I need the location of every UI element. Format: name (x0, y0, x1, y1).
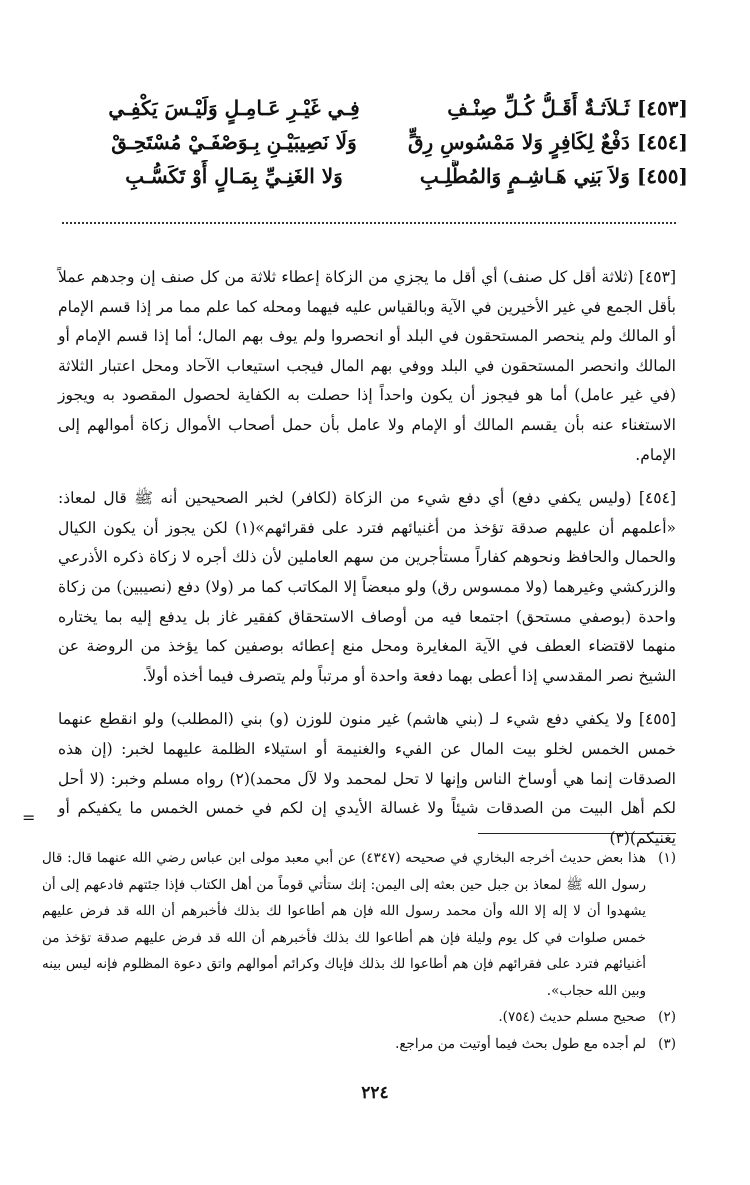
footnote-number: (٣) (658, 1035, 676, 1052)
footnote-text: صحيح مسلم حديث (٧٥٤). (498, 1009, 646, 1025)
continuation-mark: = (22, 808, 36, 827)
verse-second-hemistich: فِـي غَيْـرِ عَـامِـلٍ وَلَيْـسَ يَكْفِـي (108, 96, 360, 120)
verse-second-hemistich: وَلَا نَصِيبَيْـنِ بِـوَصْفَـيْ مُسْتَحِـقْ (111, 130, 357, 154)
footnote-number: (٢) (658, 1009, 676, 1025)
verse-row (88, 160, 688, 194)
verse-second-hemistich: وَلا الغَنِـيِّ بِمَـالٍ أَوْ تَكَسُّـبِ (125, 164, 343, 188)
verse-first-hemistich: [٤٥٣] ثَـلاَثـةٌ أَقَـلُّ كُـلِّ صِنْـفِ (447, 96, 688, 120)
footnote (42, 1004, 676, 1031)
footnote-separator (478, 833, 676, 834)
footnotes (42, 845, 676, 1057)
footnote (42, 1031, 676, 1058)
verse-first-hemistich: [٤٥٤] دَفْعٌ لِكَافِرٍ وَلا مَمْسُوسِ رِقٍّ (407, 130, 688, 154)
commentary-paragraph: [٤٥٣] (ثلاثة أقل كل صنف) أي أقل ما يجزي من الزكاة إعطاء ثلاثة من كل صنف إن وجدهم عملاً بأقل الجمع في غير الأخيرين في الآية وبالقياس عليه فيهما ومحله كما علم مما مر إذا قسم الإمام أو المالك ولم ينحصر المستحقون في البلد أو انحصروا ولم يوف بهم المال؛ أما إذا قسم الإمام أو المالك وانحصر المستحقون في البلد ووفي بهم المال فيجب استيعاب الآحاد ومحل اعتبار الثلاثة (في غير عامل) أما هو فيجوز أن يكون واحداً إذا حصلت به الكفاية لحصول المقصود به ويجوز الاستغناء عنه بأن يقسم المالك أو الإمام ولا عامل بأن حمل أصحاب الأموال زكاة أموالهم إلى الإمام. (58, 268, 676, 464)
verse-row (88, 126, 688, 160)
verse-row (88, 92, 688, 126)
commentary-paragraph: [٤٥٤] (وليس يكفي دفع) أي دفع شيء من الزكاة (لكافر) لخبر الصحيحين أنه ﷺ قال لمعاذ: «أعلمهم أن عليهم صدقة تؤخذ من أغنيائهم فترد على فقرائهم»(١) لكن يجوز أن يكون الكيال والحمال والحافظ ونحوهم كفاراً مستأجرين من سهم العاملين لأن ذلك أجره لا زكاة ذكره الأذرعي والزركشي وغيرهما (ولا ممسوس رق) ولو مبعضاً إلا المكاتب كما مر (ولا) دفع (نصيبين) من زكاة واحدة (بوصفي مستحق) اجتمعا فيه من أوصاف الاستحقاق كفقير غاز بل يدفع إليه بما يختاره منهما لاقتضاء العطف في الآية المغايرة ومحل منع إعطائه بوصفين كما يؤخذ من الروضة عن الشيخ نصر المقدسي إذا أعطى بهما دفعة واحدة أو مرتباً ولم يتصرف فيما أخذه أولاً. (58, 489, 676, 685)
verse-first-hemistich: [٤٥٥] وَلاَ بَنِي هَـاشِـمٍ وَالمُطَّلِـبِ (419, 164, 688, 188)
footnote-text: هذا بعض حديث أخرجه البخاري في صحيحه (٤٣٤٧) عن أبي معبد مولى ابن عباس رضي الله عنهما قال: قال رسول الله ﷺ لمعاذ بن جبل حين بعثه إلى اليمن: إنك ستأتي قوماً من أهل الكتاب فإذا جئتهم فادعهم إلى أن يشهدوا أن لا إله إلا الله وأن محمد رسول الله فإن هم أطاعوا لك بذلك فأخبرهم أن الله قد فرض عليهم خمس صلوات في كل يوم وليلة فإن هم أطاعوا لك بذلك فأخبرهم أن الله قد فرض عليهم صدقة تؤخذ من أغنيائهم فترد على فقرائهم فإن هم أطاعوا لك بذلك فإياك وكرائم أموالهم واتق دعوة المظلوم فإنه ليس بينه وبين الله حجاب». (42, 850, 647, 999)
poem-verses (88, 92, 688, 194)
commentary-text (58, 263, 676, 853)
page-number: ٢٢٤ (361, 1083, 389, 1103)
dotted-divider (62, 222, 676, 224)
footnote-number: (١) (658, 850, 676, 866)
commentary-paragraph: [٤٥٥] ولا يكفي دفع شيء لـ (بني هاشم) غير منون للوزن (و) بني (المطلب) ولو انقطع عنهما خمس الخمس لخلو بيت المال عن الفيء والغنيمة أو استيلاء الظلمة عليهما لخبر: (إن هذه الصدقات إنما هي أوساخ الناس وإنها لا تحل لمحمد ولا لآل محمد)(٢) رواه مسلم وخبر: (لا أحل لكم أهل البيت من الصدقات شيئاً ولا غسالة الأيدي إن لكم في خمس الخمس ما يكفيكم أو يغنيكم)(٣) (58, 710, 676, 847)
footnote (42, 845, 676, 1004)
footnote-text: لم أجده مع طول بحث فيما أوتيت من مراجع. (395, 1035, 646, 1052)
